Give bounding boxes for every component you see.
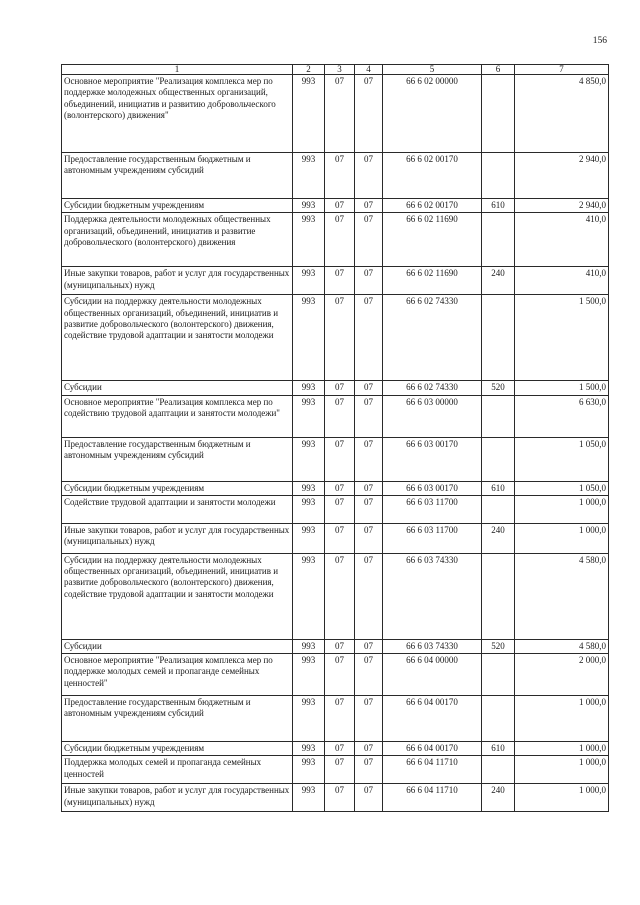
row-c5: 66 6 04 00170 (383, 696, 482, 742)
row-c7: 6 630,0 (515, 395, 609, 437)
row-name: Иные закупки товаров, работ и услуг для государственных (муниципальных) нужд (62, 523, 293, 553)
row-c5: 66 6 02 74330 (383, 295, 482, 381)
row-name: Поддержка деятельности молодежных общественных организаций, объединений, инициатив и развитие добровольческого (волонтерского) движения (62, 213, 293, 267)
row-name: Субсидии (62, 639, 293, 653)
row-name: Предоставление государственным бюджетным и автономным учреждениям субсидий (62, 696, 293, 742)
row-c7: 1 000,0 (515, 495, 609, 523)
row-c5: 66 6 03 74330 (383, 639, 482, 653)
row-c6 (482, 295, 515, 381)
row-c5: 66 6 03 11700 (383, 495, 482, 523)
row-c4: 07 (355, 654, 383, 696)
row-name: Основное мероприятие "Реализация комплекса мер по поддержке молодых семей и пропаганде семейных ценностей" (62, 654, 293, 696)
row-c7: 410,0 (515, 267, 609, 295)
row-c4: 07 (355, 295, 383, 381)
row-c5: 66 6 03 00000 (383, 395, 482, 437)
row-c6 (482, 153, 515, 199)
row-c2: 993 (293, 756, 325, 784)
row-c4: 07 (355, 75, 383, 153)
row-c5: 66 6 03 00170 (383, 437, 482, 481)
row-c3: 07 (325, 481, 355, 495)
row-name: Субсидии на поддержку деятельности молодежных общественных организаций, объединений, инициатив и развитие добровольческого (волонтерского) движения, содействие трудовой адаптации и занятости молодежи (62, 553, 293, 639)
row-c6: 240 (482, 267, 515, 295)
table-row (62, 639, 609, 653)
row-c7: 1 050,0 (515, 481, 609, 495)
row-c7: 1 500,0 (515, 295, 609, 381)
budget-table (61, 64, 609, 812)
row-name: Предоставление государственным бюджетным и автономным учреждениям субсидий (62, 437, 293, 481)
row-c7: 1 500,0 (515, 381, 609, 395)
row-c7: 2 000,0 (515, 654, 609, 696)
row-name: Поддержка молодых семей и пропаганда семейных ценностей (62, 756, 293, 784)
row-c3: 07 (325, 213, 355, 267)
header-col-2: 2 (293, 65, 325, 75)
row-c5: 66 6 04 11710 (383, 784, 482, 812)
row-c4: 07 (355, 639, 383, 653)
row-c6: 240 (482, 784, 515, 812)
row-name: Субсидии бюджетным учреждениям (62, 199, 293, 213)
row-c4: 07 (355, 696, 383, 742)
row-c3: 07 (325, 654, 355, 696)
row-c5: 66 6 03 00170 (383, 481, 482, 495)
row-c6: 520 (482, 639, 515, 653)
row-c6: 610 (482, 742, 515, 756)
row-c2: 993 (293, 523, 325, 553)
table-row (62, 481, 609, 495)
row-c6 (482, 654, 515, 696)
row-c2: 993 (293, 295, 325, 381)
row-c7: 1 000,0 (515, 742, 609, 756)
header-col-4: 4 (355, 65, 383, 75)
table-row (62, 267, 609, 295)
row-name: Субсидии бюджетным учреждениям (62, 742, 293, 756)
row-c4: 07 (355, 213, 383, 267)
row-c3: 07 (325, 696, 355, 742)
row-c6: 520 (482, 381, 515, 395)
header-col-3: 3 (325, 65, 355, 75)
row-c4: 07 (355, 756, 383, 784)
page-number: 156 (592, 36, 607, 46)
row-c3: 07 (325, 395, 355, 437)
row-c2: 993 (293, 213, 325, 267)
row-c6: 610 (482, 481, 515, 495)
table-row (62, 75, 609, 153)
row-c3: 07 (325, 267, 355, 295)
row-name: Основное мероприятие "Реализация комплекса мер по содействию трудовой адаптации и занятости молодежи" (62, 395, 293, 437)
row-c3: 07 (325, 742, 355, 756)
header-col-7: 7 (515, 65, 609, 75)
row-c5: 66 6 04 00000 (383, 654, 482, 696)
row-name: Содействие трудовой адаптации и занятости молодежи (62, 495, 293, 523)
row-c7: 1 050,0 (515, 437, 609, 481)
row-c5: 66 6 02 11690 (383, 213, 482, 267)
row-c6 (482, 437, 515, 481)
table-row (62, 395, 609, 437)
row-c2: 993 (293, 654, 325, 696)
row-c5: 66 6 02 11690 (383, 267, 482, 295)
row-c3: 07 (325, 437, 355, 481)
header-col-6: 6 (482, 65, 515, 75)
row-c6 (482, 75, 515, 153)
table-row (62, 213, 609, 267)
row-c7: 1 000,0 (515, 696, 609, 742)
row-c7: 1 000,0 (515, 523, 609, 553)
row-c6 (482, 696, 515, 742)
row-c4: 07 (355, 553, 383, 639)
row-c2: 993 (293, 267, 325, 295)
row-c7: 4 850,0 (515, 75, 609, 153)
header-col-5: 5 (383, 65, 482, 75)
row-c5: 66 6 04 00170 (383, 742, 482, 756)
table-row (62, 381, 609, 395)
row-c6 (482, 213, 515, 267)
row-c4: 07 (355, 153, 383, 199)
row-c2: 993 (293, 495, 325, 523)
row-c2: 993 (293, 784, 325, 812)
row-c4: 07 (355, 742, 383, 756)
row-c3: 07 (325, 639, 355, 653)
row-c4: 07 (355, 395, 383, 437)
row-c3: 07 (325, 381, 355, 395)
row-c3: 07 (325, 75, 355, 153)
row-c2: 993 (293, 553, 325, 639)
row-name: Предоставление государственным бюджетным и автономным учреждениям субсидий (62, 153, 293, 199)
row-c6: 610 (482, 199, 515, 213)
row-c2: 993 (293, 696, 325, 742)
row-c5: 66 6 02 00170 (383, 153, 482, 199)
row-c4: 07 (355, 495, 383, 523)
row-c2: 993 (293, 381, 325, 395)
table-row (62, 495, 609, 523)
row-c2: 993 (293, 742, 325, 756)
row-name: Субсидии на поддержку деятельности молодежных общественных организаций, объединений, инициатив и развитие добровольческого (волонтерского) движения, содействие трудовой адаптации и занятости молодежи (62, 295, 293, 381)
row-c6 (482, 756, 515, 784)
row-c6 (482, 495, 515, 523)
row-c3: 07 (325, 784, 355, 812)
row-c2: 993 (293, 75, 325, 153)
row-name: Субсидии бюджетным учреждениям (62, 481, 293, 495)
row-c6: 240 (482, 523, 515, 553)
row-c4: 07 (355, 437, 383, 481)
row-name: Иные закупки товаров, работ и услуг для государственных (муниципальных) нужд (62, 267, 293, 295)
row-c2: 993 (293, 639, 325, 653)
row-c5: 66 6 04 11710 (383, 756, 482, 784)
row-c4: 07 (355, 784, 383, 812)
table-row (62, 696, 609, 742)
row-c4: 07 (355, 381, 383, 395)
table-row (62, 437, 609, 481)
row-c5: 66 6 02 74330 (383, 381, 482, 395)
row-c7: 1 000,0 (515, 784, 609, 812)
row-c7: 4 580,0 (515, 639, 609, 653)
row-c2: 993 (293, 395, 325, 437)
table-row (62, 553, 609, 639)
row-c6 (482, 395, 515, 437)
row-c7: 2 940,0 (515, 153, 609, 199)
row-c3: 07 (325, 495, 355, 523)
row-name: Основное мероприятие "Реализация комплекса мер по поддержке молодежных общественных организаций, объединений, инициатив и развитию добровольческого (волонтерского) движения" (62, 75, 293, 153)
row-c4: 07 (355, 199, 383, 213)
table-row (62, 742, 609, 756)
row-c3: 07 (325, 295, 355, 381)
row-c3: 07 (325, 153, 355, 199)
row-c2: 993 (293, 481, 325, 495)
row-c4: 07 (355, 523, 383, 553)
row-c3: 07 (325, 553, 355, 639)
row-c7: 410,0 (515, 213, 609, 267)
header-col-1: 1 (62, 65, 293, 75)
row-c7: 1 000,0 (515, 756, 609, 784)
row-c5: 66 6 03 11700 (383, 523, 482, 553)
row-name: Иные закупки товаров, работ и услуг для государственных (муниципальных) нужд (62, 784, 293, 812)
row-c3: 07 (325, 199, 355, 213)
row-c3: 07 (325, 756, 355, 784)
row-c4: 07 (355, 481, 383, 495)
header-row (62, 65, 609, 75)
table-row (62, 654, 609, 696)
table-row (62, 784, 609, 812)
row-c4: 07 (355, 267, 383, 295)
table-row (62, 295, 609, 381)
row-c5: 66 6 03 74330 (383, 553, 482, 639)
row-c3: 07 (325, 523, 355, 553)
table-row (62, 153, 609, 199)
row-c2: 993 (293, 199, 325, 213)
row-c2: 993 (293, 153, 325, 199)
row-name: Субсидии (62, 381, 293, 395)
table-row (62, 523, 609, 553)
table-row (62, 756, 609, 784)
row-c7: 4 580,0 (515, 553, 609, 639)
row-c5: 66 6 02 00000 (383, 75, 482, 153)
row-c7: 2 940,0 (515, 199, 609, 213)
table-row (62, 199, 609, 213)
row-c6 (482, 553, 515, 639)
row-c2: 993 (293, 437, 325, 481)
row-c5: 66 6 02 00170 (383, 199, 482, 213)
